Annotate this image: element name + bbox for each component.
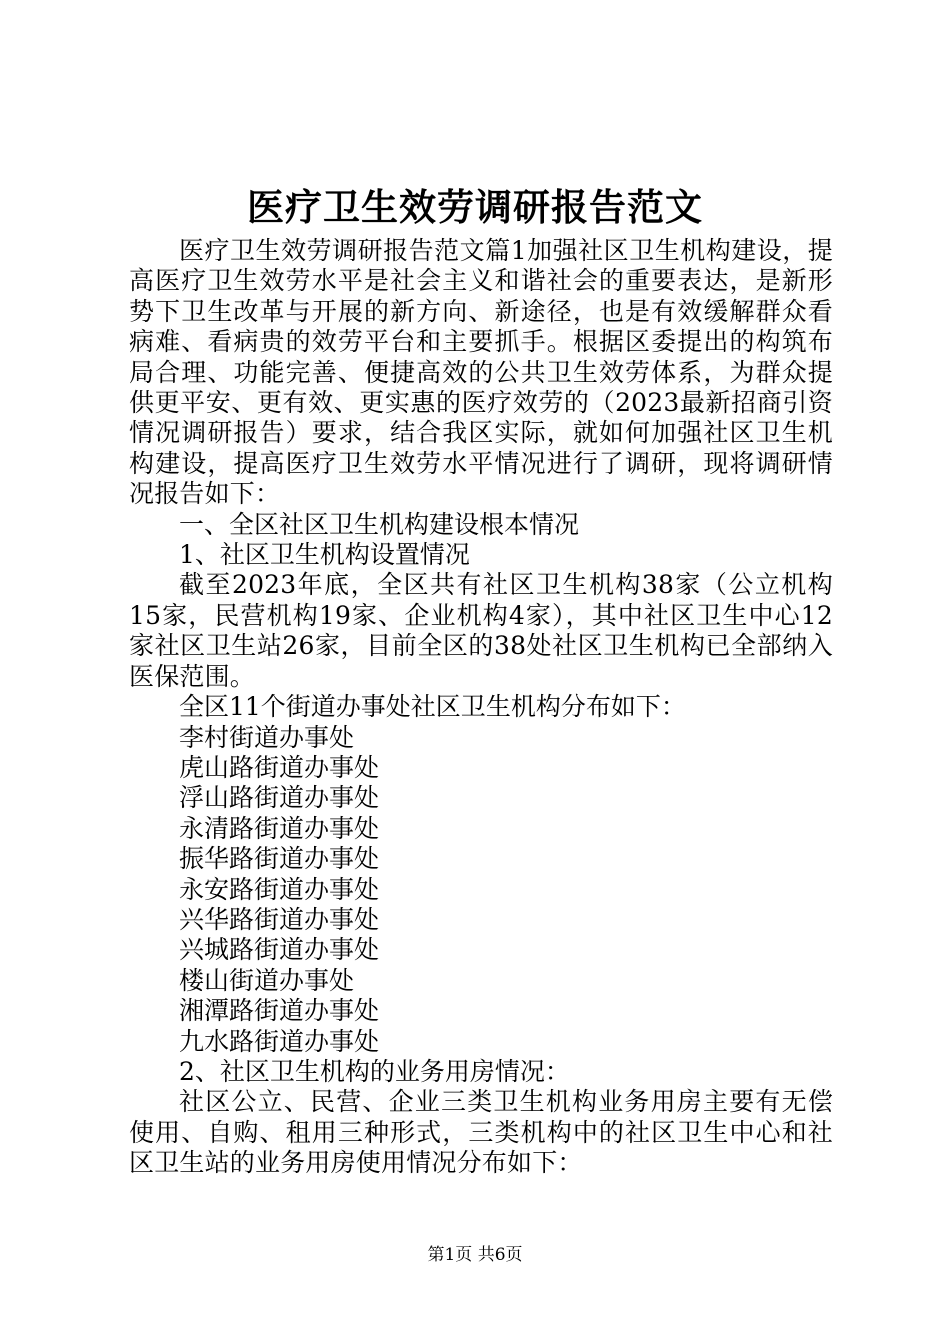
- district-item: 李村街道办事处: [179, 722, 355, 752]
- subsection-heading: 1、社区卫生机构设置情况: [179, 540, 470, 570]
- district-item: 兴华路街道办事处: [179, 904, 380, 934]
- district-item: 楼山街道办事处: [179, 965, 355, 995]
- subsection-heading: 2、社区卫生机构的业务用房情况：: [179, 1056, 570, 1086]
- district-item: 浮山路街道办事处: [179, 783, 380, 813]
- document-title: 医疗卫生效劳调研报告范文: [247, 185, 703, 229]
- facility-count-paragraph: 截至2023年底，全区共有社区卫生机构38家（公立机构15家，民营机构19家、企业机构4家），其中社区卫生中心12家社区卫生站26家，目前全区的38处社区卫生机构已全部纳入医保范围。: [129, 570, 833, 691]
- intro-paragraph: 医疗卫生效劳调研报告范文篇1加强社区卫生机构建设，提高医疗卫生效劳水平是社会主义和谐社会的重要表达，是新形势下卫生改革与开展的新方向、新途径，也是有效缓解群众看病难、看病贵的效劳平台和主要抓手。根据区委提出的构筑布局合理、功能完善、便捷高效的公共卫生效劳体系，为群众提供更平安、更有效、更实惠的医疗效劳的（2023最新招商引资情况调研报告）要求，结合我区实际，就如何加强社区卫生机构建设，提高医疗卫生效劳水平情况进行了调研，现将调研情况报告如下：: [129, 236, 833, 509]
- district-item: 虎山路街道办事处: [179, 752, 380, 782]
- district-item: 兴城路街道办事处: [179, 935, 380, 965]
- district-list-intro: 全区11个街道办事处社区卫生机构分布如下：: [179, 692, 686, 722]
- district-item: 九水路街道办事处: [179, 1026, 380, 1056]
- housing-paragraph: 社区公立、民营、企业三类卫生机构业务用房主要有无偿使用、自购、租用三种形式，三类机构中的社区卫生中心和社区卫生站的业务用房使用情况分布如下：: [129, 1087, 833, 1178]
- document-body: [129, 236, 833, 1179]
- district-item: 永清路街道办事处: [179, 813, 380, 843]
- district-item: 永安路街道办事处: [179, 874, 380, 904]
- page-footer: 第1页 共6页: [427, 1245, 523, 1265]
- district-item: 振华路街道办事处: [179, 844, 380, 874]
- district-item: 湘潭路街道办事处: [179, 996, 380, 1026]
- section-heading: 一、全区社区卫生机构建设根本情况: [179, 509, 580, 539]
